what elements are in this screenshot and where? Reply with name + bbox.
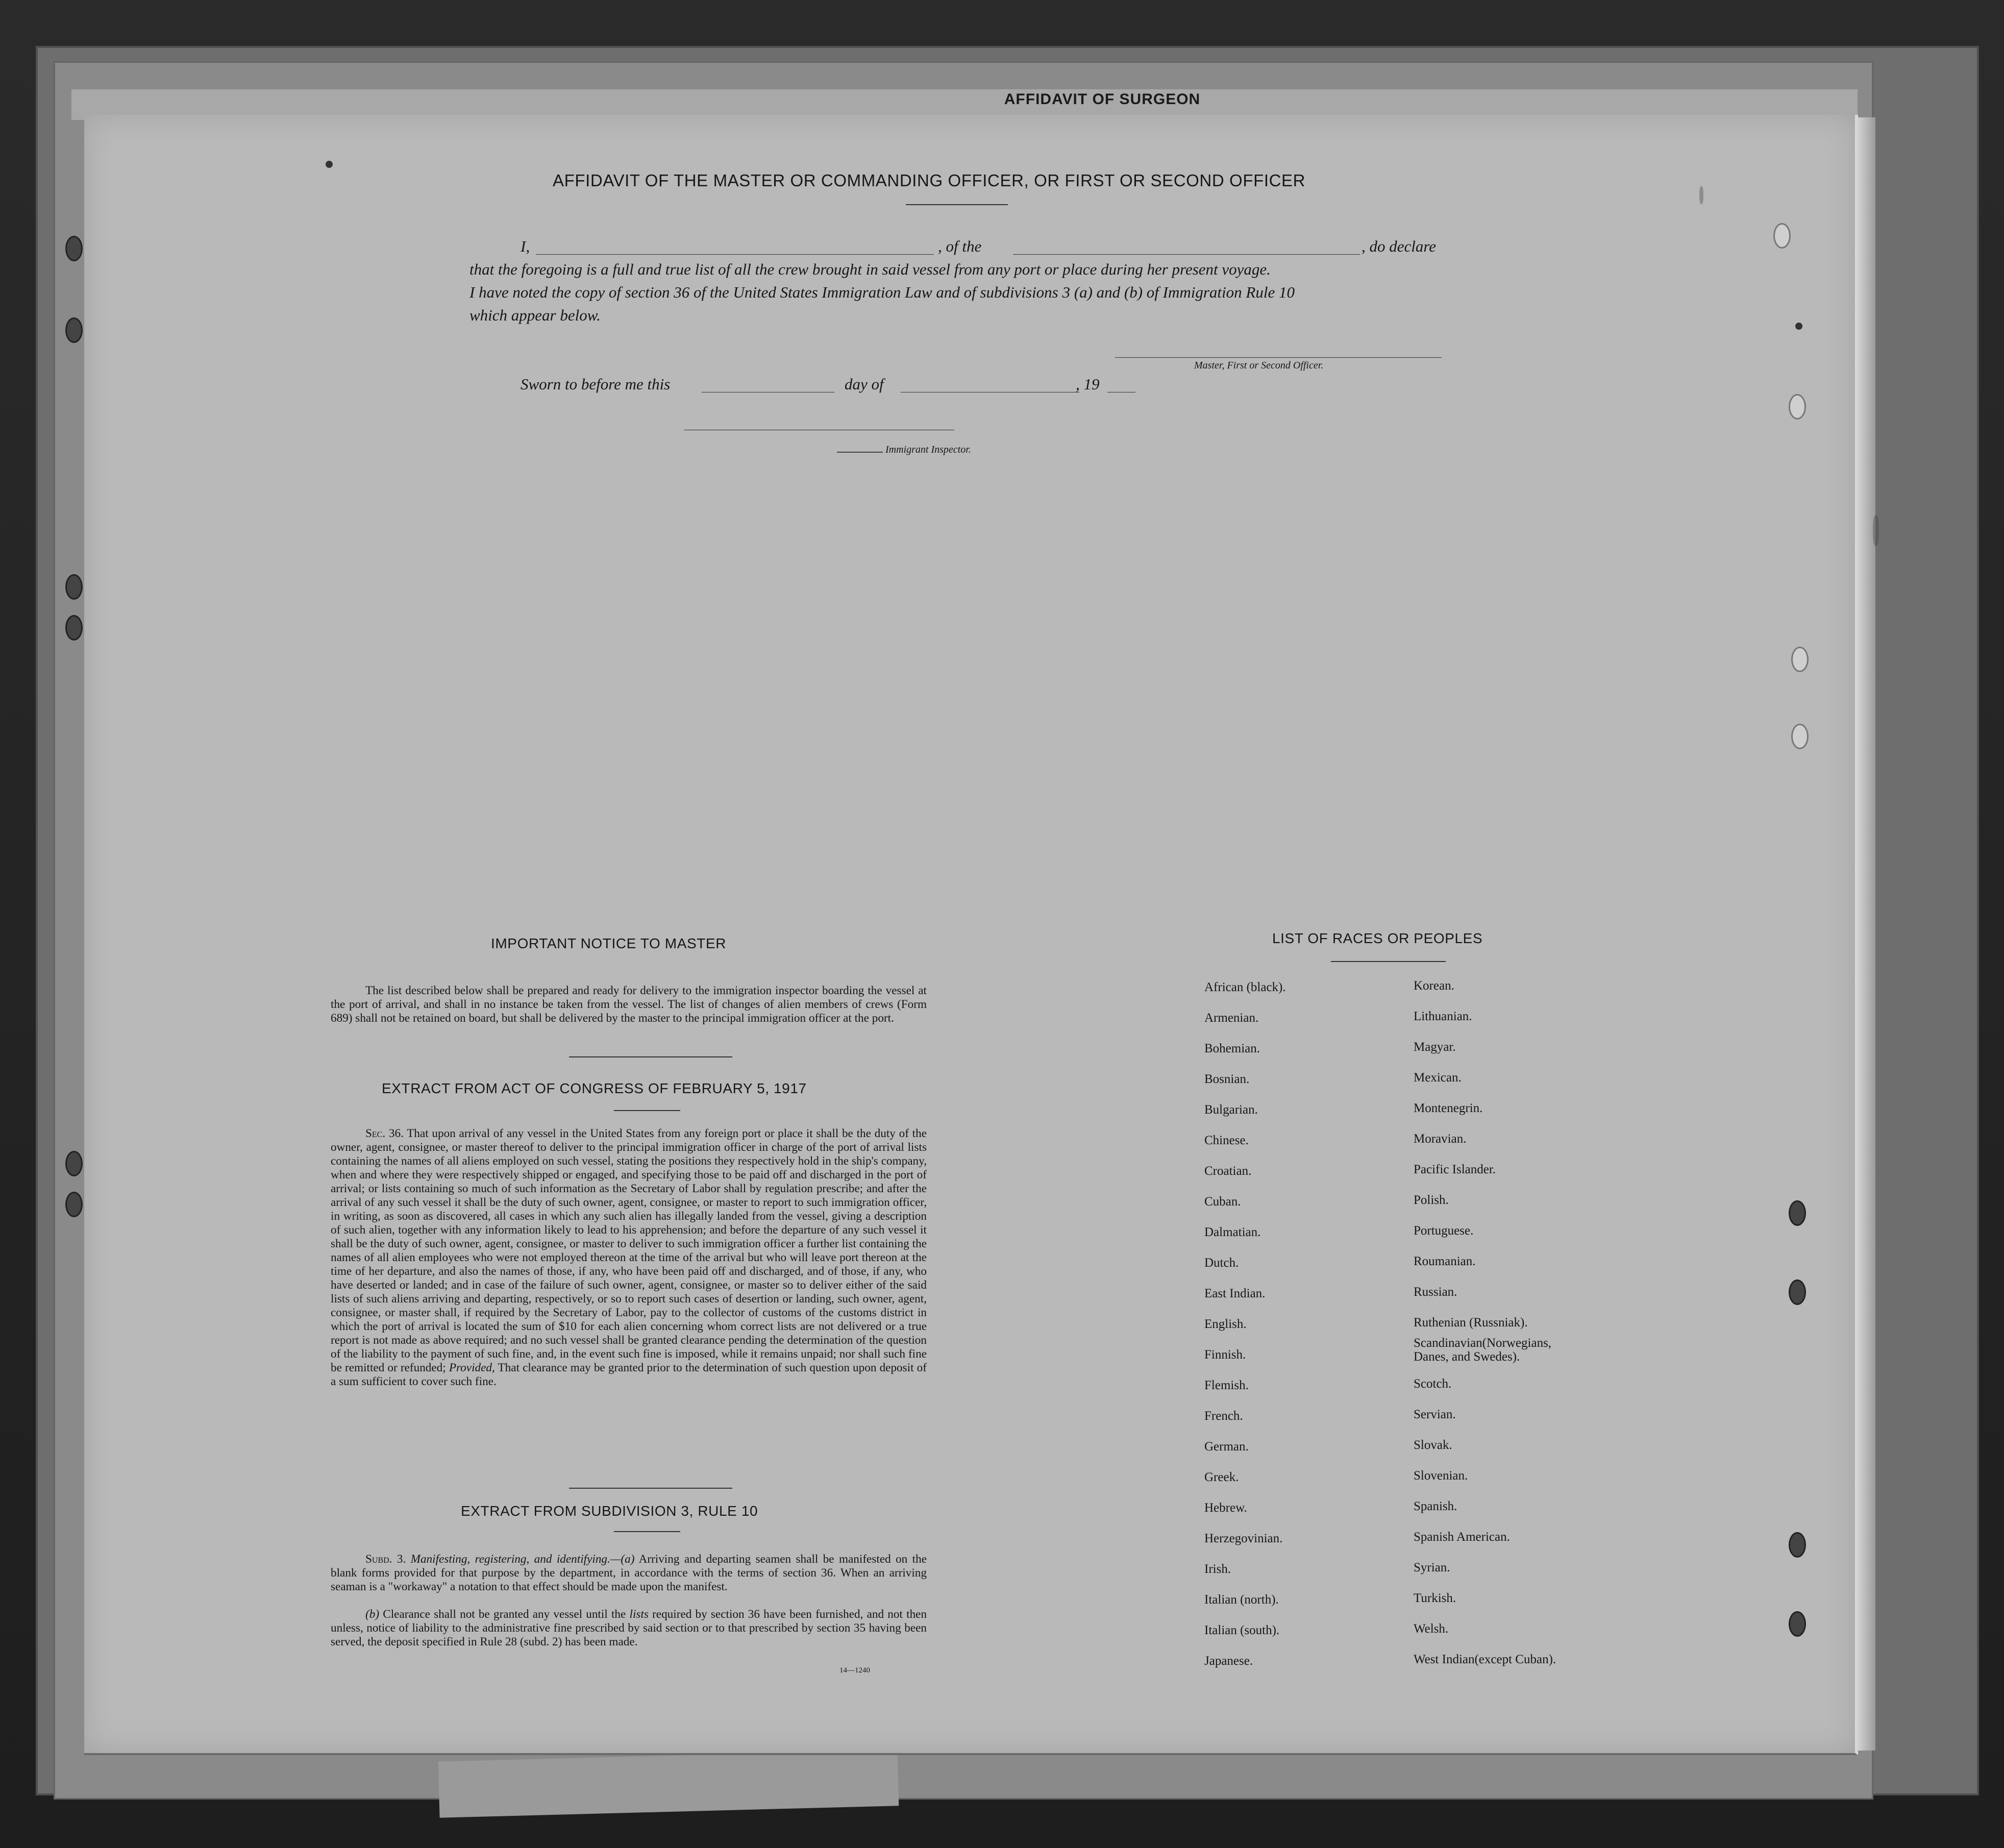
race-left-item: Croatian. <box>1204 1164 1252 1178</box>
race-right-item: West Indian(except Cuban). <box>1414 1653 1556 1666</box>
section-label: Sec. 36. <box>365 1127 404 1140</box>
race-right-item: Roumanian. <box>1414 1254 1476 1268</box>
binding-hole <box>1789 1611 1806 1637</box>
provided-label: Provided, <box>449 1361 495 1374</box>
race-left-item: Cuban. <box>1204 1195 1241 1209</box>
binding-hole <box>65 1192 83 1217</box>
race-right-item: Scotch. <box>1414 1377 1452 1391</box>
race-left-item: Hebrew. <box>1204 1501 1247 1515</box>
race-right-item: Ruthenian (Russniak). <box>1414 1316 1528 1329</box>
binding-hole <box>65 615 83 640</box>
section-rule <box>614 1531 680 1532</box>
race-right-item: Slovenian. <box>1414 1469 1468 1483</box>
race-left-item: Flemish. <box>1204 1378 1249 1392</box>
declaration-line-4: which appear below. <box>469 306 601 324</box>
subdivision-title: Manifesting, registering, and identifying.—(a) <box>410 1553 635 1566</box>
subdivision-label: Subd. 3. <box>365 1553 406 1566</box>
binding-mark <box>326 161 333 168</box>
binding-hole <box>1789 1200 1806 1226</box>
race-left-item: East Indian. <box>1204 1287 1266 1300</box>
section-rule <box>569 1056 732 1057</box>
race-left-item: Japanese. <box>1204 1654 1253 1668</box>
race-left-item: Italian (north). <box>1204 1593 1279 1607</box>
race-left-item: Bulgarian. <box>1204 1103 1258 1117</box>
binding-hole <box>65 574 83 600</box>
rule-heading: EXTRACT FROM SUBDIVISION 3, RULE 10 <box>461 1503 758 1519</box>
name-blank <box>536 254 934 255</box>
race-right-item: Spanish. <box>1414 1499 1457 1513</box>
binding-hole <box>1773 223 1791 249</box>
binding-hole <box>1791 647 1809 672</box>
declaration-i: I, <box>521 237 530 255</box>
binding-hole <box>1791 724 1809 749</box>
notice-text: The list described below shall be prepared and ready for delivery to the immigration inspector boarding the vessel at the port of arrival, and shall in no instance be taken from the vessel. The list of changes of alien members of crews (Form 689) shall not be retained on board, but shall be delivered by the master to the principal immigration officer at the port. <box>331 984 927 1025</box>
races-rule <box>1331 961 1446 962</box>
race-left-item: German. <box>1204 1440 1249 1453</box>
race-left-item: Herzegovinian. <box>1204 1532 1283 1545</box>
inspector-dash <box>837 452 883 453</box>
race-left-item: Dutch. <box>1204 1256 1239 1270</box>
binding-hole <box>1789 1532 1806 1558</box>
race-left-item: Armenian. <box>1204 1011 1259 1025</box>
loose-sheet-corner <box>438 1750 899 1818</box>
subdivision-b-lists: lists <box>629 1608 649 1621</box>
binding-hole <box>65 317 83 343</box>
race-right-item: Lithuanian. <box>1414 1009 1472 1023</box>
form-number: 14—1240 <box>839 1666 870 1674</box>
declaration-line-2: that the foregoing is a full and true list of all the crew brought in said vessel from any port or place during her present voyage. <box>469 260 1271 278</box>
race-left-item: Bohemian. <box>1204 1042 1260 1055</box>
race-right-item: Montenegrin. <box>1414 1101 1483 1115</box>
race-left-item: Greek. <box>1204 1470 1239 1484</box>
race-right-item: Polish. <box>1414 1193 1449 1207</box>
act-heading: EXTRACT FROM ACT OF CONGRESS OF FEBRUARY 5, 1917 <box>382 1080 807 1096</box>
race-left-item: Finnish. <box>1204 1348 1246 1362</box>
notice-heading: IMPORTANT NOTICE TO MASTER <box>491 935 727 951</box>
race-left-item: Irish. <box>1204 1562 1231 1576</box>
binding-mark <box>1795 323 1802 330</box>
race-right-item: Syrian. <box>1414 1561 1450 1574</box>
race-left-item: Italian (south). <box>1204 1623 1280 1637</box>
race-right-item: Slovak. <box>1414 1438 1452 1452</box>
race-right-item: Moravian. <box>1414 1132 1467 1146</box>
binding-hole <box>65 236 83 261</box>
declaration-line-3: I have noted the copy of section 36 of the United States Immigration Law and of subdivisions 3 (a) and (b) of Immigration Rule 10 <box>469 283 1295 301</box>
race-right-item: Turkish. <box>1414 1591 1456 1605</box>
binding-hole <box>1789 394 1806 420</box>
race-right-item: Pacific Islander. <box>1414 1163 1496 1176</box>
sworn-prefix: Sworn to before me this <box>521 375 671 393</box>
sworn-day-of: day of <box>845 375 884 393</box>
signature-label: Master, First or Second Officer. <box>1194 360 1324 371</box>
title-rule <box>906 204 1008 205</box>
race-right-item: Servian. <box>1414 1408 1456 1421</box>
subdivision-b-label: (b) <box>365 1608 380 1621</box>
section-rule <box>614 1110 680 1111</box>
race-left-item: French. <box>1204 1409 1243 1423</box>
section-rule <box>569 1488 732 1489</box>
race-left-item: African (black). <box>1204 980 1286 994</box>
subdivision-b-text-1: Clearance shall not be granted any vessel until the <box>383 1608 626 1621</box>
page-smudge <box>1699 186 1703 204</box>
act-text <box>331 1127 927 1389</box>
race-right-item: Scandinavian(Norwegians, Danes, and Swedes). <box>1414 1336 1552 1364</box>
race-left-item: Chinese. <box>1204 1134 1249 1147</box>
vessel-blank <box>1013 254 1360 255</box>
race-right-item: Portuguese. <box>1414 1224 1474 1238</box>
subdivision-text: Arriving and departing seamen shall be manifested on the blank forms provided for that purpose by the department, in accordance with the terms of section 36. When an arriving seaman is a "workaway" a notation to that effect should be made upon the manifest. <box>331 1553 927 1593</box>
race-right-item: Welsh. <box>1414 1622 1449 1636</box>
back-sheet-header-title: AFFIDAVIT OF SURGEON <box>1004 91 1201 108</box>
affidavit-title: AFFIDAVIT OF THE MASTER OR COMMANDING OFFICER, OR FIRST OR SECOND OFFICER <box>553 171 1306 190</box>
binding-hole <box>1789 1279 1806 1305</box>
form-page <box>84 115 1858 1755</box>
act-body: That upon arrival of any vessel in the United States from any foreign port or place it shall be the duty of the owner, agent, consignee, or master thereof to deliver to the principal immigration officer in charge of the port of arrival lists containing the names of all aliens employed on such vessel, stating the positions they respectively hold in the ship's company, when and where they were respectively shipped or engaged, and specifying those to be paid off and discharged in the port of arrival; or lists containing so much of such information as the Secretary of Labor shall by regulation prescribe; and after the arrival of any such vessel it shall be the duty of such owner, agent, consignee, or master to report to such immigration officer, in writing, as soon as discovered, all cases in which any such alien has illegally landed from the vessel, giving a description of such alien, together with any information likely to lead to his apprehension; and before the departure of any such vessel it shall be the duty of such owner, agent, consignee, or master to deliver to such immigration officer a further list containing the names of all alien employees who were not employed thereon at the time of the arrival but who will leave port thereon at the time of her departure, and also the names of those, if any, who have been paid off and discharged, and of those, if any, who have deserted or landed; and in case of the failure of such owner, agent, consignee, or master so to deliver either of the said lists of such aliens arriving and departing, respectively, or so to report such cases of desertion or landing, such owner, agent, consignee, or master shall, if required by the Secretary of Labor, pay to the collector of customs of the customs district in which the port of arrival is located the sum of $10 for each alien concerning whom correct lists are not delivered or a true report is not made as above required; and no such vessel shall be granted clearance pending the determination of the question of the liability to the payment of such fine, and, in the event such fine is imposed, while it remains unpaid; nor shall such fine be remitted or refunded; <box>331 1127 927 1374</box>
inspector-label: Immigrant Inspector. <box>885 444 971 455</box>
declaration-do-declare: , do declare <box>1362 237 1437 255</box>
race-left-item: Dalmatian. <box>1204 1225 1261 1239</box>
race-right-item: Magyar. <box>1414 1040 1456 1054</box>
declaration-of-the: , of the <box>938 237 982 255</box>
rule-text-b <box>331 1608 927 1649</box>
race-left-item: Bosnian. <box>1204 1072 1250 1086</box>
page-edge <box>1855 117 1875 1751</box>
race-left-item: English. <box>1204 1317 1247 1331</box>
races-heading: LIST OF RACES OR PEOPLES <box>1272 930 1483 946</box>
page-smudge <box>1873 515 1879 546</box>
race-right-item: Russian. <box>1414 1285 1457 1299</box>
binding-hole <box>65 1151 83 1176</box>
signature-blank <box>1115 357 1442 358</box>
rule-text-a <box>331 1553 927 1594</box>
subdivision-b-text-2: required by section 36 have been furnished, and not then unless, notice of liability to the administrative fine prescribed by said section or to that prescribed by section 35 having been served, the deposit specified in Rule 28 (subd. 2) has been made. <box>331 1608 927 1648</box>
sworn-year: , 19 <box>1076 375 1100 393</box>
act-body-end: That clearance may be granted prior to the determination of such question upon deposit of a sum sufficient to cover such fine. <box>331 1361 927 1388</box>
race-right-item: Mexican. <box>1414 1071 1462 1085</box>
race-right-item: Korean. <box>1414 979 1454 993</box>
race-right-item: Spanish American. <box>1414 1530 1510 1544</box>
